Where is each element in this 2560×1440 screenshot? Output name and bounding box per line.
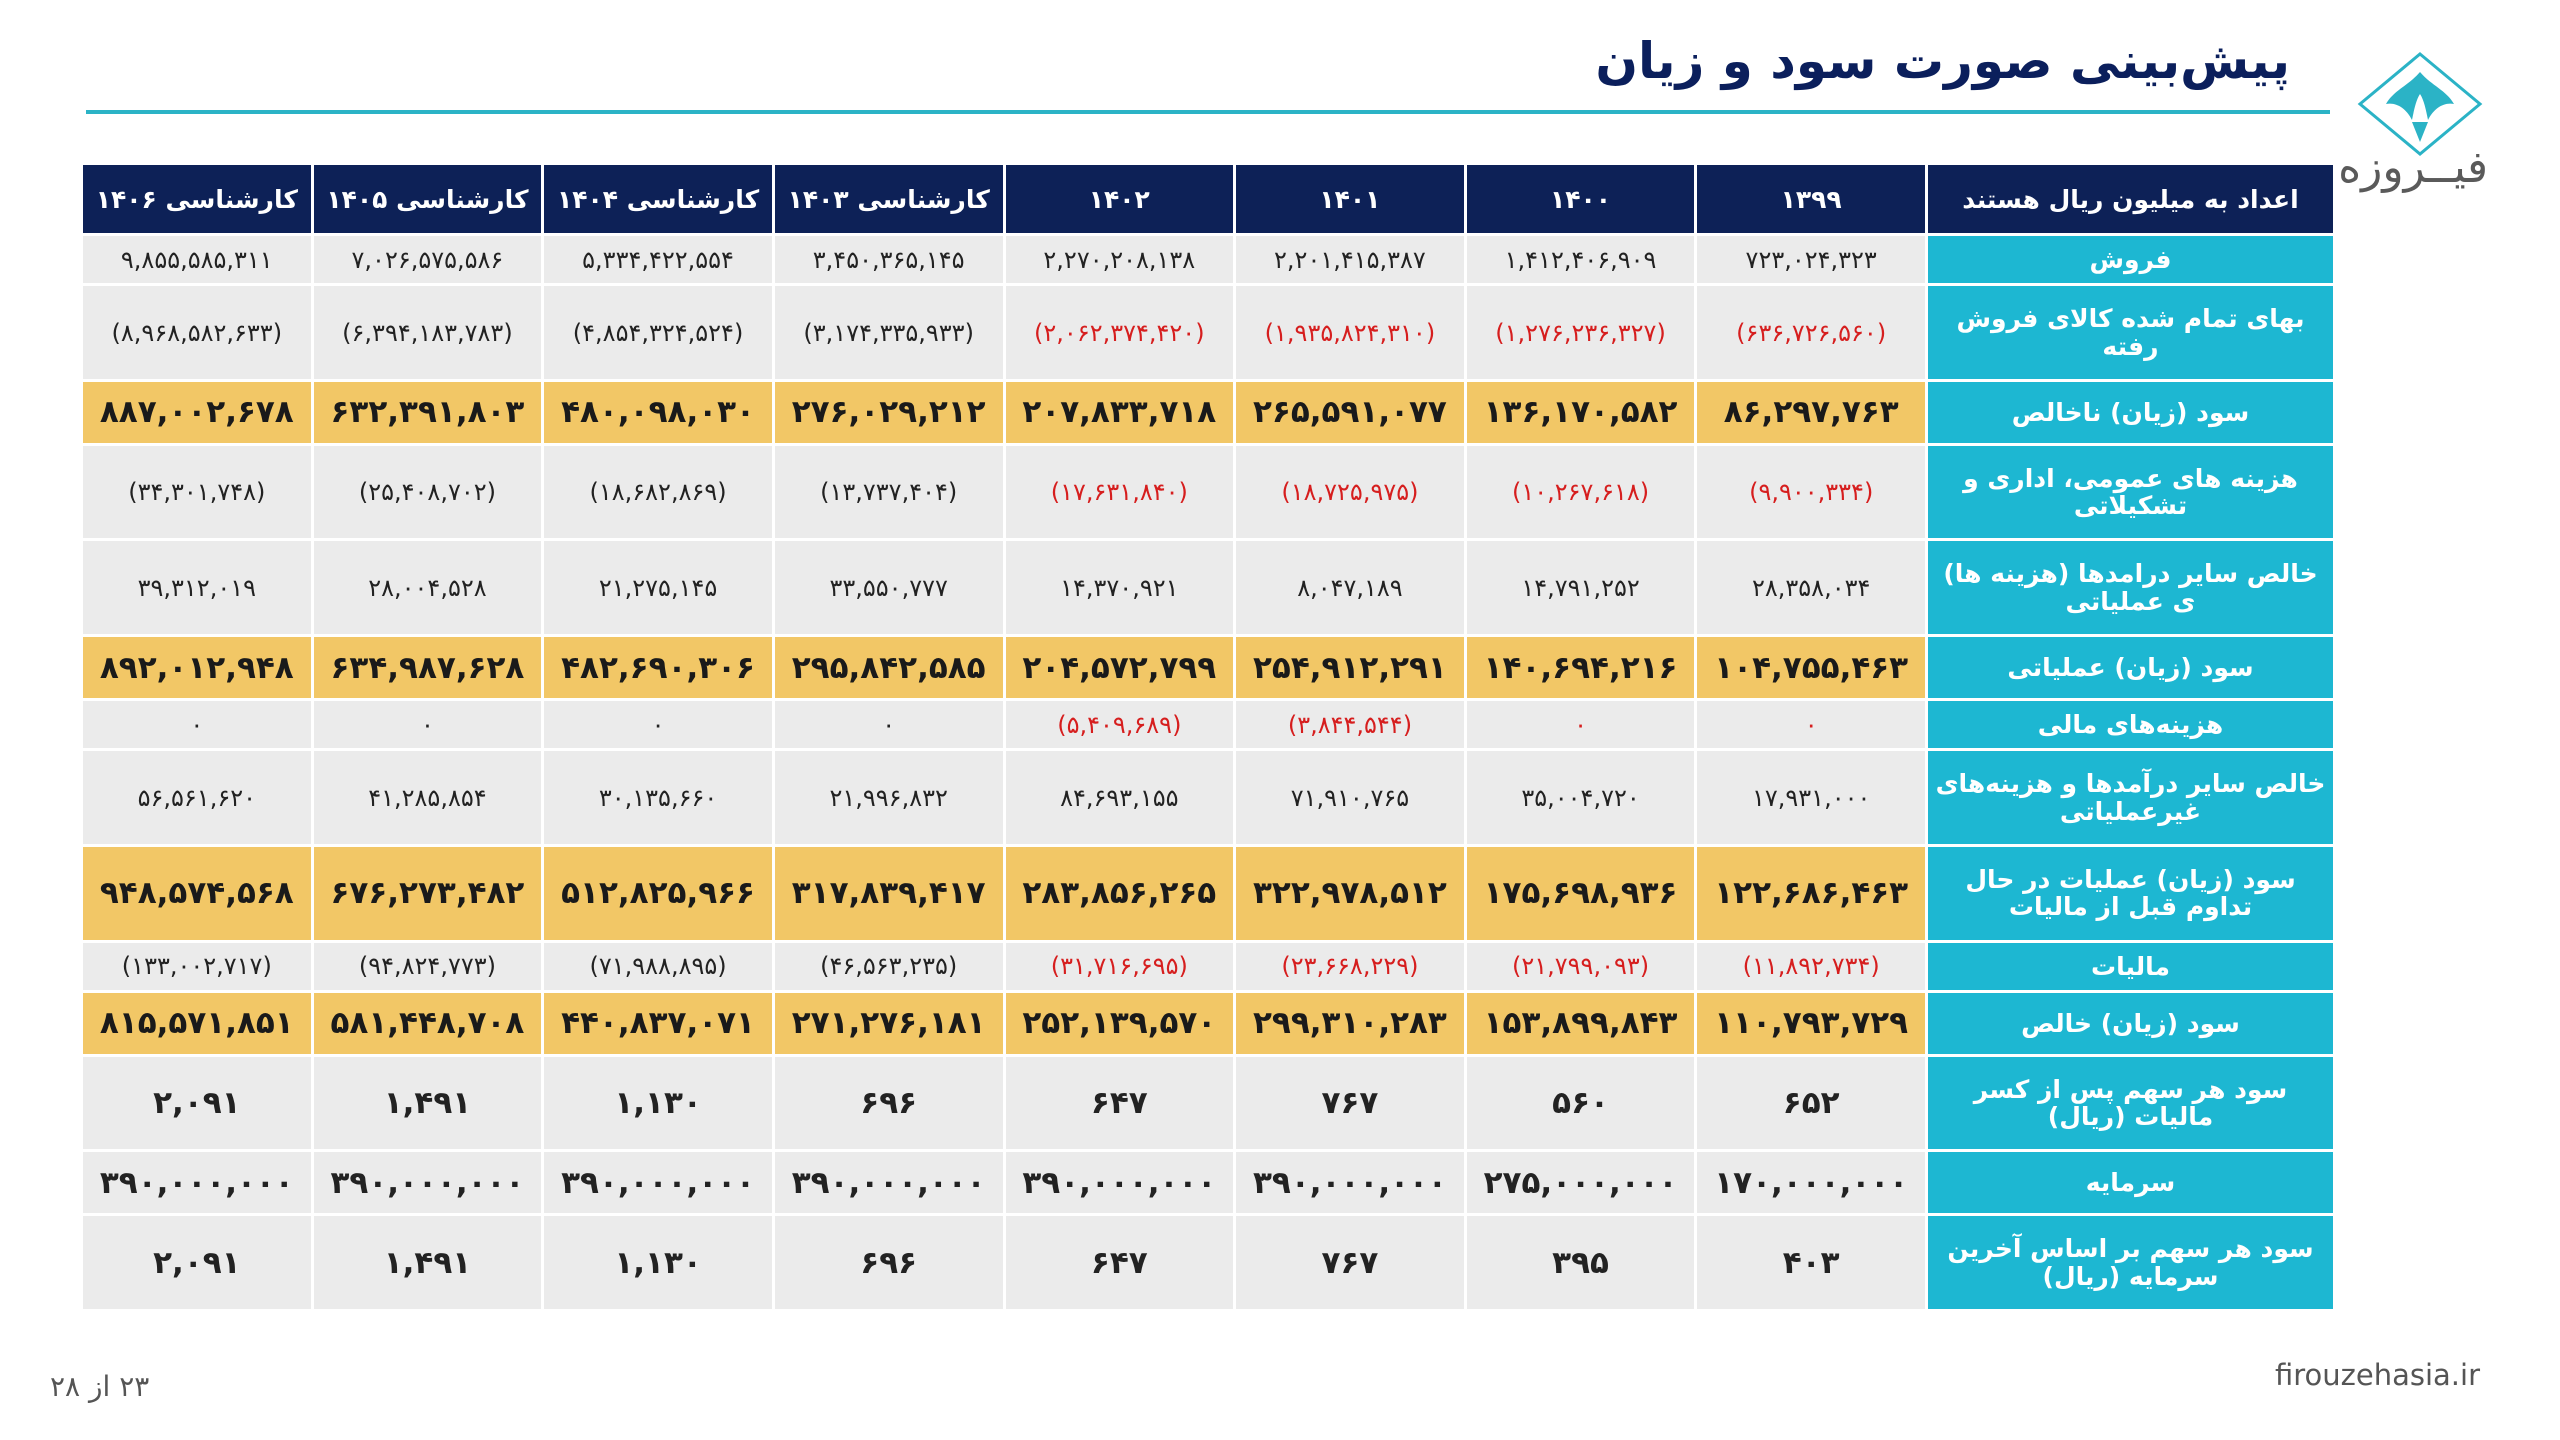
table-cell: (۵,۴۰۹,۶۸۹) — [1006, 701, 1234, 748]
table-row — [83, 236, 2333, 283]
table-cell: ۲۹۹,۳۱۰,۲۸۳ — [1236, 993, 1464, 1054]
table-cell: ۲,۰۹۱ — [83, 1216, 311, 1309]
table-body — [83, 236, 2333, 1309]
table-cell: ۳۰,۱۳۵,۶۶۰ — [544, 751, 772, 844]
table-cell: (۲۵,۴۰۸,۷۰۲) — [314, 446, 542, 539]
table-cell: ۳۹۰,۰۰۰,۰۰۰ — [83, 1152, 311, 1213]
table-cell: ۰ — [775, 701, 1003, 748]
table-cell: ۵۶۰ — [1467, 1057, 1695, 1150]
table-cell: ۰ — [83, 701, 311, 748]
table-cell: ۱,۱۳۰ — [544, 1057, 772, 1150]
row-label: بهای تمام شده کالای فروش رفته — [1928, 286, 2333, 379]
corner-header: اعداد به میلیون ریال هستند — [1928, 165, 2333, 233]
table-cell: ۱۳۶,۱۷۰,۵۸۲ — [1467, 382, 1695, 443]
column-header: کارشناسی ۱۴۰۶ — [83, 165, 311, 233]
table-cell: ۳۹۰,۰۰۰,۰۰۰ — [1006, 1152, 1234, 1213]
table-cell: ۹,۸۵۵,۵۸۵,۳۱۱ — [83, 236, 311, 283]
table-cell: ۷,۰۲۶,۵۷۵,۵۸۶ — [314, 236, 542, 283]
table-row — [83, 847, 2333, 940]
table-cell: ۲,۰۹۱ — [83, 1057, 311, 1150]
table-cell: ۳۵,۰۰۴,۷۲۰ — [1467, 751, 1695, 844]
table-cell: (۱,۹۳۵,۸۲۴,۳۱۰) — [1236, 286, 1464, 379]
table-cell: ۶۷۶,۲۷۳,۴۸۲ — [314, 847, 542, 940]
table-cell: (۱۰,۲۶۷,۶۱۸) — [1467, 446, 1695, 539]
table-cell: ۴۸۲,۶۹۰,۳۰۶ — [544, 637, 772, 698]
table-cell: ۸۹۲,۰۱۲,۹۴۸ — [83, 637, 311, 698]
table-cell: ۱۴,۷۹۱,۲۵۲ — [1467, 541, 1695, 634]
table-cell: ۲۵۲,۱۳۹,۵۷۰ — [1006, 993, 1234, 1054]
table-cell: ۳۱۷,۸۳۹,۴۱۷ — [775, 847, 1003, 940]
table-cell: ۱۷۵,۶۹۸,۹۳۶ — [1467, 847, 1695, 940]
table-row — [83, 1057, 2333, 1150]
table-cell: (۲,۰۶۲,۳۷۴,۴۲۰) — [1006, 286, 1234, 379]
table-cell: (۱,۲۷۶,۲۳۶,۳۲۷) — [1467, 286, 1695, 379]
table-cell: ۲,۲۷۰,۲۰۸,۱۳۸ — [1006, 236, 1234, 283]
table-cell: (۲۱,۷۹۹,۰۹۳) — [1467, 943, 1695, 990]
table-cell: ۲۱,۹۹۶,۸۳۲ — [775, 751, 1003, 844]
table-row — [83, 286, 2333, 379]
row-label: خالص سایر درآمدها و هزینه‌های غیرعملیاتی — [1928, 751, 2333, 844]
website-url: firouzehasia.ir — [2274, 1358, 2480, 1392]
row-label: سود (زیان) عملیاتی — [1928, 637, 2333, 698]
row-label: فروش — [1928, 236, 2333, 283]
table-cell: ۶۹۶ — [775, 1057, 1003, 1150]
table-cell: (۱۸,۷۲۵,۹۷۵) — [1236, 446, 1464, 539]
table-cell: ۵۸۱,۴۴۸,۷۰۸ — [314, 993, 542, 1054]
column-header: کارشناسی ۱۴۰۵ — [314, 165, 542, 233]
table-cell: ۵۱۲,۸۲۵,۹۶۶ — [544, 847, 772, 940]
table-row — [83, 446, 2333, 539]
table-cell: ۱۷۰,۰۰۰,۰۰۰ — [1697, 1152, 1925, 1213]
table-cell: ۶۴۷ — [1006, 1057, 1234, 1150]
table-cell: ۶۳۴,۹۸۷,۶۲۸ — [314, 637, 542, 698]
table-cell: ۱۵۳,۸۹۹,۸۴۳ — [1467, 993, 1695, 1054]
row-label: سود هر سهم بر اساس آخرین سرمایه (ریال) — [1928, 1216, 2333, 1309]
table-cell: ۲۸,۰۰۴,۵۲۸ — [314, 541, 542, 634]
row-label: سود (زیان) خالص — [1928, 993, 2333, 1054]
table-cell: ۱۴,۳۷۰,۹۲۱ — [1006, 541, 1234, 634]
table-header-row — [83, 165, 2333, 233]
row-label: خالص سایر درامدها (هزینه ها) ی عملیاتی — [1928, 541, 2333, 634]
row-label: سود هر سهم پس از کسر مالیات (ریال) — [1928, 1057, 2333, 1150]
row-label: سود (زیان) عملیات در حال تداوم قبل از مالیات — [1928, 847, 2333, 940]
table-cell: (۳,۱۷۴,۳۳۵,۹۳۳) — [775, 286, 1003, 379]
table-cell: ۲۹۵,۸۴۲,۵۸۵ — [775, 637, 1003, 698]
table-cell: ۹۴۸,۵۷۴,۵۶۸ — [83, 847, 311, 940]
table-cell: ۳۲۲,۹۷۸,۵۱۲ — [1236, 847, 1464, 940]
table-cell: (۱۱,۸۹۲,۷۳۴) — [1697, 943, 1925, 990]
table-cell: ۱۴۰,۶۹۴,۲۱۶ — [1467, 637, 1695, 698]
table-cell: ۱,۱۳۰ — [544, 1216, 772, 1309]
table-row — [83, 701, 2333, 748]
table-cell: ۱۰۴,۷۵۵,۴۶۳ — [1697, 637, 1925, 698]
table-cell: (۱۳۳,۰۰۲,۷۱۷) — [83, 943, 311, 990]
table-cell: (۳۴,۳۰۱,۷۴۸) — [83, 446, 311, 539]
column-header: ۱۴۰۱ — [1236, 165, 1464, 233]
column-header: ۱۳۹۹ — [1697, 165, 1925, 233]
table-cell: ۳,۴۵۰,۳۶۵,۱۴۵ — [775, 236, 1003, 283]
table-row — [83, 1216, 2333, 1309]
table-cell: ۶۴۷ — [1006, 1216, 1234, 1309]
table-cell: ۲۷۱,۲۷۶,۱۸۱ — [775, 993, 1003, 1054]
table-row — [83, 751, 2333, 844]
row-label: سود (زیان) ناخالص — [1928, 382, 2333, 443]
table-cell: ۷۱,۹۱۰,۷۶۵ — [1236, 751, 1464, 844]
column-header: کارشناسی ۱۴۰۴ — [544, 165, 772, 233]
table-cell: ۷۶۷ — [1236, 1057, 1464, 1150]
table-cell: ۲۷۶,۰۲۹,۲۱۲ — [775, 382, 1003, 443]
table-cell: ۳۹,۳۱۲,۰۱۹ — [83, 541, 311, 634]
row-label: هزینه‌های مالی — [1928, 701, 2333, 748]
table-cell: ۱,۴۱۲,۴۰۶,۹۰۹ — [1467, 236, 1695, 283]
logo-wordmark: فیــروزه — [2338, 142, 2488, 193]
table-cell: ۶۳۲,۳۹۱,۸۰۳ — [314, 382, 542, 443]
table-cell: (۲۳,۶۶۸,۲۲۹) — [1236, 943, 1464, 990]
table-cell: ۳۹۰,۰۰۰,۰۰۰ — [775, 1152, 1003, 1213]
table-row — [83, 541, 2333, 634]
table-cell: ۳۹۰,۰۰۰,۰۰۰ — [544, 1152, 772, 1213]
table-cell: ۸۴,۶۹۳,۱۵۵ — [1006, 751, 1234, 844]
table-cell: (۹۴,۸۲۴,۷۷۳) — [314, 943, 542, 990]
page-number: ۲۳ از ۲۸ — [50, 1370, 150, 1403]
row-label: هزینه های عمومی، اداری و تشکیلاتی — [1928, 446, 2333, 539]
table-cell: ۱۱۰,۷۹۳,۷۲۹ — [1697, 993, 1925, 1054]
table-cell: (۴,۸۵۴,۳۲۴,۵۲۴) — [544, 286, 772, 379]
table-cell: ۲۷۵,۰۰۰,۰۰۰ — [1467, 1152, 1695, 1213]
table-cell: (۶,۳۹۴,۱۸۳,۷۸۳) — [314, 286, 542, 379]
table-cell: ۵۶,۵۶۱,۶۲۰ — [83, 751, 311, 844]
table-cell: (۱۸,۶۸۲,۸۶۹) — [544, 446, 772, 539]
table-cell: ۱۲۲,۶۸۶,۴۶۳ — [1697, 847, 1925, 940]
table-row — [83, 943, 2333, 990]
table-cell: ۰ — [314, 701, 542, 748]
table-cell: ۱,۴۹۱ — [314, 1057, 542, 1150]
column-header: ۱۴۰۰ — [1467, 165, 1695, 233]
table-cell: ۴۸۰,۰۹۸,۰۳۰ — [544, 382, 772, 443]
table-cell: ۶۹۶ — [775, 1216, 1003, 1309]
table-row — [83, 637, 2333, 698]
table-row — [83, 382, 2333, 443]
table-cell: ۴۱,۲۸۵,۸۵۴ — [314, 751, 542, 844]
table-cell: (۴۶,۵۶۳,۲۳۵) — [775, 943, 1003, 990]
table-cell: ۱۷,۹۳۱,۰۰۰ — [1697, 751, 1925, 844]
table-row — [83, 993, 2333, 1054]
table-cell: ۳۳,۵۵۰,۷۷۷ — [775, 541, 1003, 634]
table-row — [83, 1152, 2333, 1213]
table-cell: ۸۶,۲۹۷,۷۶۳ — [1697, 382, 1925, 443]
table-cell: ۰ — [544, 701, 772, 748]
table-cell: ۲۶۵,۵۹۱,۰۷۷ — [1236, 382, 1464, 443]
table-cell: ۸۸۷,۰۰۲,۶۷۸ — [83, 382, 311, 443]
table-cell: ۶۵۲ — [1697, 1057, 1925, 1150]
table-cell: (۹,۹۰۰,۳۳۴) — [1697, 446, 1925, 539]
table-cell: ۰ — [1697, 701, 1925, 748]
table-cell: ۲۱,۲۷۵,۱۴۵ — [544, 541, 772, 634]
table-cell: ۸۱۵,۵۷۱,۸۵۱ — [83, 993, 311, 1054]
table-cell: (۱۷,۶۳۱,۸۴۰) — [1006, 446, 1234, 539]
row-label: مالیات — [1928, 943, 2333, 990]
table-cell: ۲۰۷,۸۳۳,۷۱۸ — [1006, 382, 1234, 443]
table-cell: ۴۰۳ — [1697, 1216, 1925, 1309]
page-title: پیش‌بینی صورت سود و زیان — [1595, 32, 2290, 90]
table-cell: ۳۹۵ — [1467, 1216, 1695, 1309]
table-cell: ۲۸,۳۵۸,۰۳۴ — [1697, 541, 1925, 634]
table-cell: (۷۱,۹۸۸,۸۹۵) — [544, 943, 772, 990]
table-cell: ۸,۰۴۷,۱۸۹ — [1236, 541, 1464, 634]
table-cell: ۰ — [1467, 701, 1695, 748]
table-cell: ۲,۲۰۱,۴۱۵,۳۸۷ — [1236, 236, 1464, 283]
table-cell: ۳۹۰,۰۰۰,۰۰۰ — [314, 1152, 542, 1213]
table-cell: ۲۰۴,۵۷۲,۷۹۹ — [1006, 637, 1234, 698]
table-cell: (۳۱,۷۱۶,۶۹۵) — [1006, 943, 1234, 990]
table-cell: ۷۶۷ — [1236, 1216, 1464, 1309]
table-cell: ۲۸۳,۸۵۶,۲۶۵ — [1006, 847, 1234, 940]
table-cell: ۷۲۳,۰۲۴,۳۲۳ — [1697, 236, 1925, 283]
table-cell: ۵,۳۳۴,۴۲۲,۵۵۴ — [544, 236, 772, 283]
column-header: ۱۴۰۲ — [1006, 165, 1234, 233]
table-cell: (۱۳,۷۳۷,۴۰۴) — [775, 446, 1003, 539]
table-cell: (۸,۹۶۸,۵۸۲,۶۳۳) — [83, 286, 311, 379]
table-cell: (۳,۸۴۴,۵۴۴) — [1236, 701, 1464, 748]
profit-loss-table — [80, 162, 2336, 1312]
table-cell: ۴۴۰,۸۳۷,۰۷۱ — [544, 993, 772, 1054]
title-underline — [86, 110, 2330, 114]
column-header: کارشناسی ۱۴۰۳ — [775, 165, 1003, 233]
table-cell: ۲۵۴,۹۱۲,۲۹۱ — [1236, 637, 1464, 698]
row-label: سرمایه — [1928, 1152, 2333, 1213]
table-cell: ۱,۴۹۱ — [314, 1216, 542, 1309]
table-cell: (۶۳۶,۷۲۶,۵۶۰) — [1697, 286, 1925, 379]
table-cell: ۳۹۰,۰۰۰,۰۰۰ — [1236, 1152, 1464, 1213]
